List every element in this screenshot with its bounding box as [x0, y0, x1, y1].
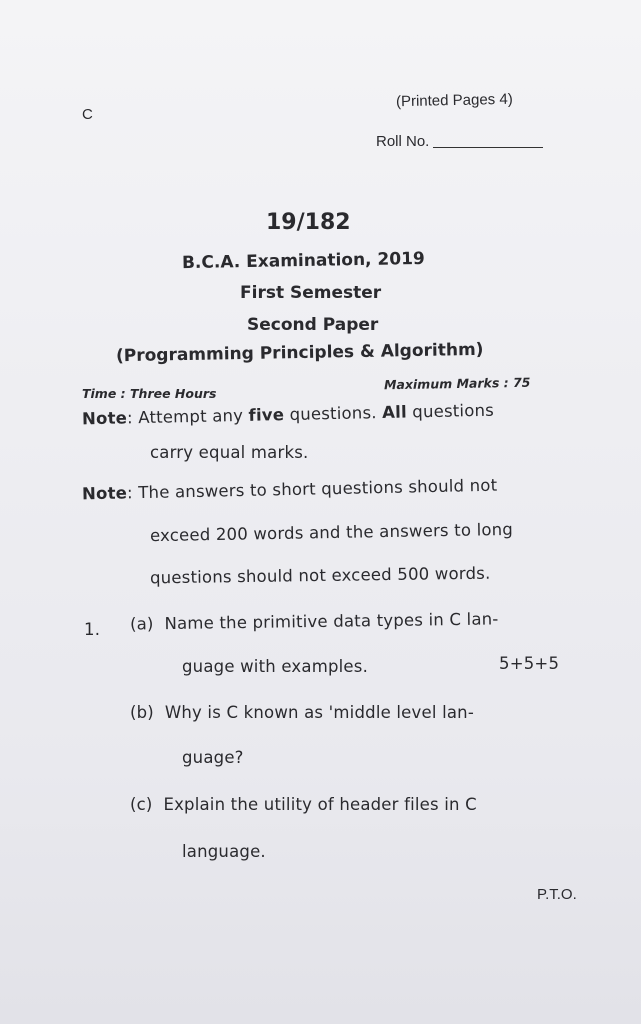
note-text: : The answers to short questions should not — [126, 475, 498, 503]
paper-name: Second Paper — [247, 315, 379, 335]
question-1a-line-2: guage with examples. — [182, 657, 369, 676]
please-turn-over: P.T.O. — [537, 886, 577, 903]
question-1c-line-1 — [130, 795, 477, 814]
sub-question-label: (a) — [129, 614, 154, 634]
note-1-line-1 — [82, 401, 494, 429]
time-allowed: Time : Three Hours — [82, 386, 217, 401]
roll-number-field — [376, 133, 543, 150]
paper-number: 19/182 — [266, 210, 351, 235]
roll-number-blank — [433, 147, 543, 148]
note-text: : Attempt any — [126, 405, 249, 428]
sub-question-label: (b) — [130, 703, 154, 722]
exam-title: B.C.A. Examination, 2019 — [181, 248, 425, 274]
printed-pages: (Printed Pages 4) — [395, 90, 513, 111]
note-2-line-2: exceed 200 words and the answers to long — [149, 519, 514, 546]
question-marks: 5+5+5 — [499, 654, 560, 673]
note-1-line-2: carry equal marks. — [150, 443, 309, 462]
note-2-line-3: questions should not exceed 500 words. — [149, 563, 491, 588]
note-2-line-1 — [82, 476, 498, 504]
note-label: Note — [81, 483, 128, 504]
roll-number-label: Roll No. — [376, 133, 430, 150]
question-1b-line-2: guage? — [182, 748, 244, 767]
paper-code: C — [82, 106, 93, 123]
question-text: Name the primitive data types in C lan- — [164, 609, 499, 634]
maximum-marks: Maximum Marks : 75 — [383, 374, 531, 393]
note-text: questions. — [283, 403, 383, 425]
semester: First Semester — [240, 283, 382, 303]
question-text: Explain the utility of header files in C — [163, 795, 477, 814]
question-number: 1. — [84, 620, 101, 639]
question-1c-line-2: language. — [182, 842, 266, 861]
note-text: questions — [406, 400, 495, 422]
note-emphasis: five — [248, 405, 285, 425]
note-label: Note — [81, 408, 128, 429]
question-text: Why is C known as 'middle level lan- — [164, 703, 474, 722]
sub-question-label: (c) — [130, 795, 153, 814]
subject-title: (Programming Principles & Algorithm) — [115, 339, 484, 367]
note-emphasis: All — [381, 402, 408, 423]
question-1b-line-1 — [130, 703, 474, 722]
question-1a-line-1 — [130, 609, 499, 633]
